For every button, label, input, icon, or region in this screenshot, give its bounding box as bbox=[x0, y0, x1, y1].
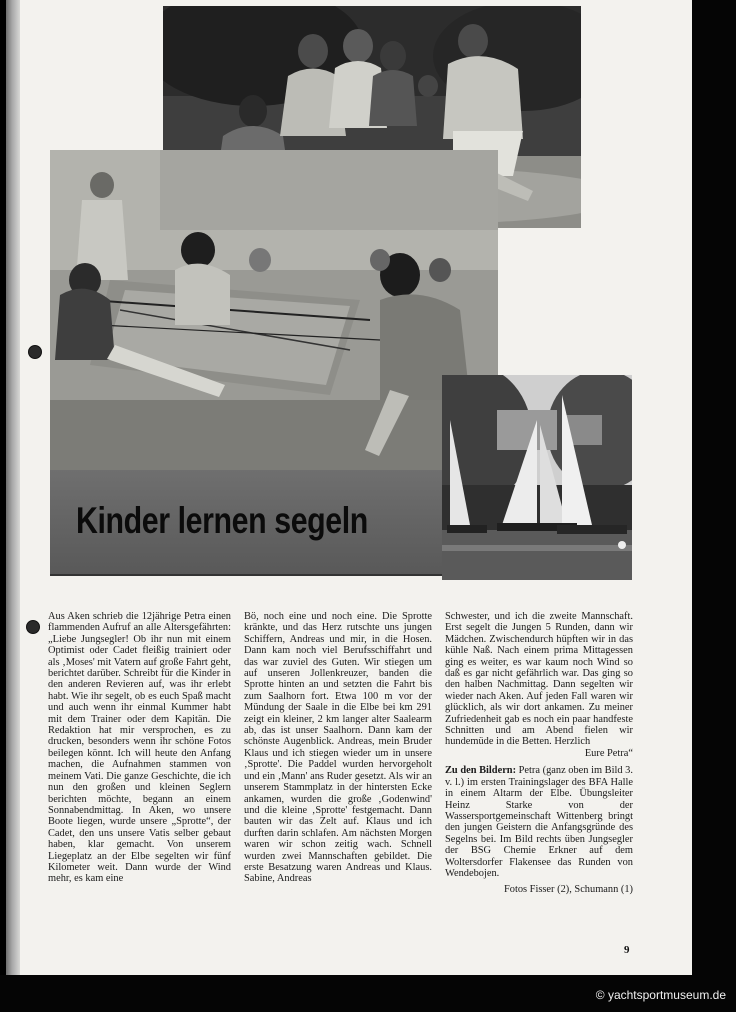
caption-text: Petra (ganz oben im Bild 3. v. l.) im ersten Trainingslager des BFA Halle in einem Altarm der Elbe. Übungsleiter Heinz Starke von der Wassersportgemeinschaft Wittenberg bringt den jungen Geistern die Anfangsgründe des Segelns bei. Im Bild rechts üben Jungsegler der BSG Chemie Erkner auf dem Woltersdorfer Flakensee das Runden von Wendebojen. bbox=[445, 765, 633, 879]
page-binding bbox=[6, 0, 20, 975]
letter-signature: Eure Petra“ bbox=[584, 747, 633, 759]
photo-credit: Fotos Fisser (2), Schumann (1) bbox=[503, 884, 633, 896]
article-text: Bö, noch eine und noch eine. Die Sprotte kränkte, und das Herz rutschte uns jungen Schiffern, Andreas und mir, in die Hosen. Dann kam noch viel Berufsschiffahrt und das war zuviel des Guten. Wir stiegen um auf unseren Jollenkreuzer, banden die Sprotte hinten an und setzten die Fahrt bis zum Saalhorn fort. Etwa 100 m vor der Mündung der Saale in die Elbe bei km 291 zeigt ein kleiner, 2 km langer alter Saalearm ab, das ist unser Saalhorn. Dann kam der schönste Augenblick. Andreas, mein Bruder Klaus und ich stiegen wieder um in unsere ‚Sprotte'. Die Paddel wurden hervorgeholt und ein ‚Mann' ans Ruder gesetzt. Als wir an unserem Stammplatz in der hintersten Ecke ankamen, wurden die große ‚Godenwind' und die kleine ‚Sprotte' festgemacht. Dann bauten wir das Zelt auf. Klaus und ich durften darin schlafen. Am nächsten Morgen waren wir schon zeitig wach. Schnell wurden zwei Mannschaften gebildet. Die erste Besatzung waren Andreas und Klaus. Sabine, Andreas bbox=[244, 611, 432, 885]
article-text: Schwester, und ich die zweite Mannschaft. Erst segelt die Jungen 5 Runden, dann wir Mädchen. Zwischendurch hüpften wir in das kühle Naß. Nach einem prima Mittagessen ging es weiter, es war kaum noch Wind so daß es gar nicht gefährlich war. Das ging so den halben Nachmittag. Dann segelten wir wieder nach Aken. Auf jeden Fall waren wir glücklich, als wir dort ankamen. Zu meiner Zufriedenheit gab es noch ein paar handfeste Schnitten und am Abend fielen wir hundemüde in die Betten. Herzlich bbox=[445, 611, 633, 748]
watermark-text: © yachtsportmuseum.de bbox=[595, 988, 726, 1002]
headline-band bbox=[50, 470, 442, 576]
boat-rigging-photo bbox=[50, 150, 498, 470]
scan-edge bbox=[692, 0, 736, 1012]
sailing-boats-photo bbox=[442, 375, 632, 580]
article-text: Aus Aken schrieb die 12jährige Petra einen flammenden Aufruf an alle Altersgefährten: „Liebe Jungsegler! Ob ihr nun mit einem Optimist oder Cadet fleißig trainiert oder als ‚Moses' mit Vatern auf große Fahrt geht, berichtet darüber. Schreibt für die Kinder in den anderen Revieren auf, was ihr erlebt habt. Wie ihr segelt, ob es euch Spaß macht und auch wenn ihr einmal Kummer habt mit dem Trainer oder dem Kapitän. Die Redaktion hat mir versprochen, es zu drucken, besonders wenn ihr schöne Fotos beilegen könnt. Ich will heute den Anfang machen, die Aufnahmen stammen von meinem Vati. Die ganze Geschichte, die ich nun den großen und kleinen Seglern berichten möchte, begann an einem Sonnabendmittag. In Aken, wo unsere Boote liegen, wurde unsere „Sprotte“, der Cadet, den uns unsere Vatis selber gebaut haben, klar gemacht. Von unserem Liegeplatz an der Elbe segelten wir fünf Kilometer weit. Dann wurde der Wind mehr, es kam eine bbox=[48, 611, 231, 885]
article-column-3 bbox=[445, 611, 633, 961]
page-number: 9 bbox=[624, 944, 630, 956]
article-column-2 bbox=[244, 611, 432, 961]
binder-hole bbox=[26, 620, 40, 634]
article-title: Kinder lernen segeln bbox=[76, 500, 368, 541]
caption-heading: Zu den Bildern: bbox=[445, 765, 517, 777]
photo-caption bbox=[445, 765, 633, 879]
binder-hole bbox=[28, 345, 42, 359]
article-column-1 bbox=[48, 611, 231, 961]
